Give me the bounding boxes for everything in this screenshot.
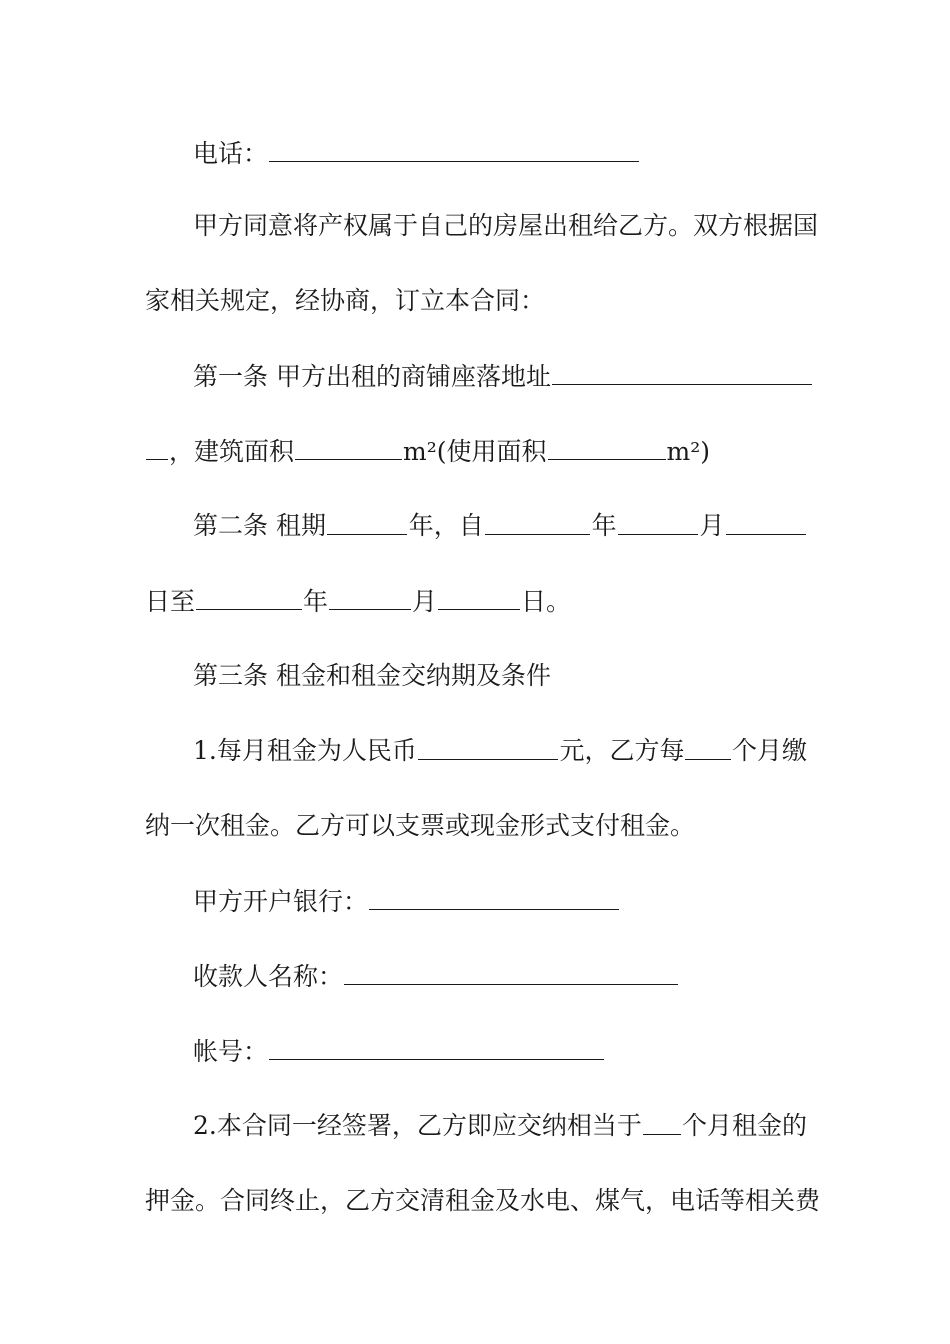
end-month-blank xyxy=(329,581,411,610)
monthly-rent-blank xyxy=(418,731,559,760)
item1-line-2: 纳一次租金。乙方可以支票或现金形式支付租金。 xyxy=(145,811,696,840)
intro-line-2: 家相关规定，经协商，订立本合同： xyxy=(145,286,546,315)
item1-line-1 xyxy=(193,731,807,771)
area-unit-2: m²) xyxy=(666,437,710,466)
payment-interval-blank xyxy=(685,731,731,760)
article2-line-2 xyxy=(145,581,807,621)
area-unit-1: m²(使用面积 xyxy=(403,437,547,466)
phone-label: 电话： xyxy=(193,139,269,168)
end-year-unit: 年 xyxy=(303,587,329,616)
article1-prefix: 第一条 甲方出租的商铺座落地址 xyxy=(193,362,551,391)
year-from-label: 年，自 xyxy=(408,511,484,540)
payee-line xyxy=(193,956,807,996)
end-day-blank xyxy=(438,581,520,610)
item1-prefix: 1.每月租金为人民币 xyxy=(193,736,417,765)
bank-blank xyxy=(369,881,619,910)
bank-line xyxy=(193,881,807,921)
phone-line xyxy=(193,133,807,173)
term-blank xyxy=(327,506,407,535)
account-label: 帐号： xyxy=(193,1037,269,1066)
item1-suffix: 个月缴 xyxy=(731,736,807,765)
start-day-blank xyxy=(726,506,806,535)
start-month-blank xyxy=(618,506,698,535)
item2-line-1 xyxy=(193,1106,807,1146)
end-month-unit: 月 xyxy=(412,587,438,616)
article2-prefix: 第二条 租期 xyxy=(193,511,326,540)
intro-line-1: 甲方同意将产权属于自己的房屋出租给乙方。双方根据国 xyxy=(193,211,819,240)
payee-blank xyxy=(344,956,678,985)
area-label: ，建筑面积 xyxy=(169,437,295,466)
payee-label: 收款人名称： xyxy=(193,962,344,991)
building-area-blank xyxy=(295,431,402,460)
bank-label: 甲方开户银行： xyxy=(193,887,369,916)
start-month-unit: 月 xyxy=(699,511,725,540)
article1-line-1 xyxy=(193,356,807,396)
end-day-unit: 日。 xyxy=(521,587,572,616)
start-year-unit: 年 xyxy=(591,511,617,540)
account-blank xyxy=(269,1031,604,1060)
usable-area-blank xyxy=(548,431,666,460)
item2-prefix: 2.本合同一经签署，乙方即应交纳相当于 xyxy=(193,1111,642,1140)
article1-line-2 xyxy=(145,431,807,471)
address-blank xyxy=(552,356,812,385)
item2-suffix: 个月租金的 xyxy=(681,1111,807,1140)
day-to-label: 日至 xyxy=(145,587,196,616)
article3-title: 第三条 租金和租金交纳期及条件 xyxy=(193,661,551,690)
item2-line-2: 押金。合同终止，乙方交清租金及水电、煤气，电话等相关费 xyxy=(145,1186,821,1215)
account-line xyxy=(193,1031,807,1071)
deposit-months-blank xyxy=(643,1106,681,1135)
start-year-blank xyxy=(485,506,590,535)
article2-line-1 xyxy=(193,506,807,546)
phone-blank xyxy=(269,133,639,162)
end-year-blank xyxy=(196,581,302,610)
item1-mid: 元，乙方每 xyxy=(559,736,685,765)
address-blank-cont xyxy=(146,431,168,460)
